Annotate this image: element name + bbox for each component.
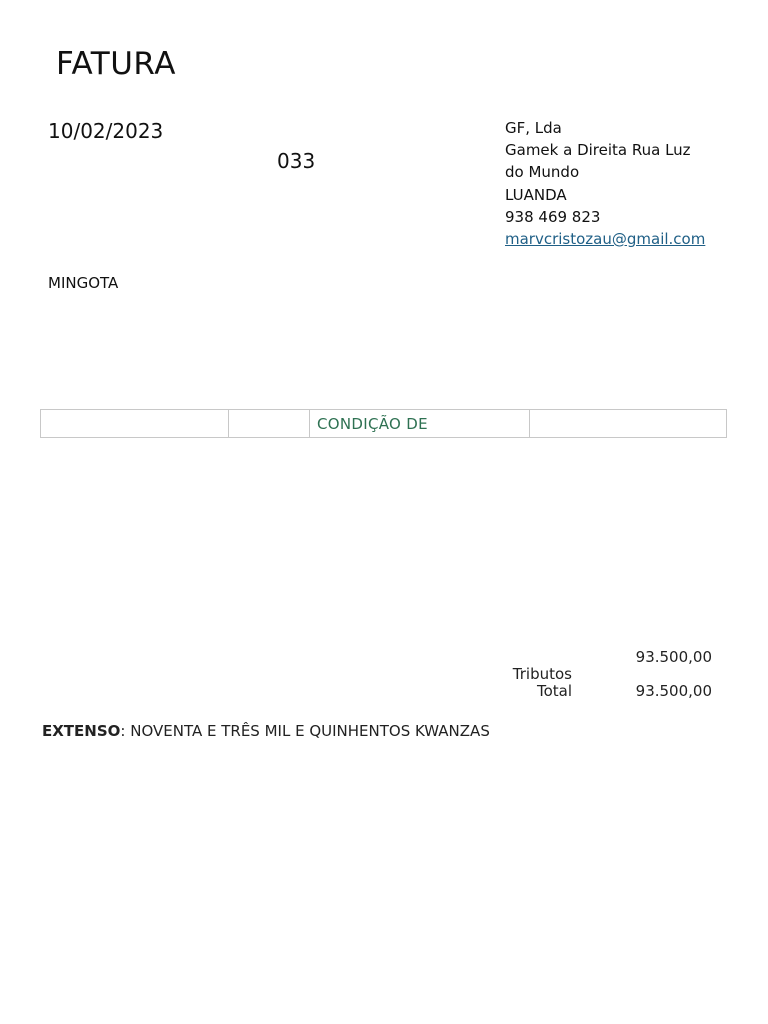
tributos-row [460,665,712,682]
tributos-label: Tributos [512,665,572,683]
info-cell-1 [41,410,229,438]
subtotal-value: 93.500,00 [635,648,712,666]
total-label: Total [536,682,572,700]
info-cell-payment-condition: CONDIÇÃO DE [310,410,530,438]
company-phone: 938 469 823 [505,207,601,226]
company-address-line1: Gamek a Direita Rua Luz [505,141,691,160]
invoice-number: 033 [277,149,316,173]
total-value: 93.500,00 [635,682,712,700]
extenso-separator: : [120,722,126,740]
extenso-label: EXTENSO [42,722,121,740]
invoice-title: FATURA [56,46,176,82]
amount-in-words [42,722,490,740]
company-name: GF, Lda [505,119,562,137]
info-table-row [41,410,727,438]
client-name: MINGOTA [48,274,119,292]
invoice-date: 10/02/2023 [48,119,164,143]
info-table [40,409,727,438]
company-info [505,117,705,250]
info-cell-4 [530,410,727,438]
info-cell-2 [229,410,310,438]
company-address-line2: do Mundo [505,163,580,182]
total-row [460,682,712,699]
company-city: LUANDA [505,185,567,204]
subtotal-row [460,648,712,665]
totals-block [460,648,712,699]
extenso-text: NOVENTA E TRÊS MIL E QUINHENTOS KWANZAS [125,722,490,740]
company-email-link[interactable]: marvcristozau@gmail.com [505,230,706,249]
